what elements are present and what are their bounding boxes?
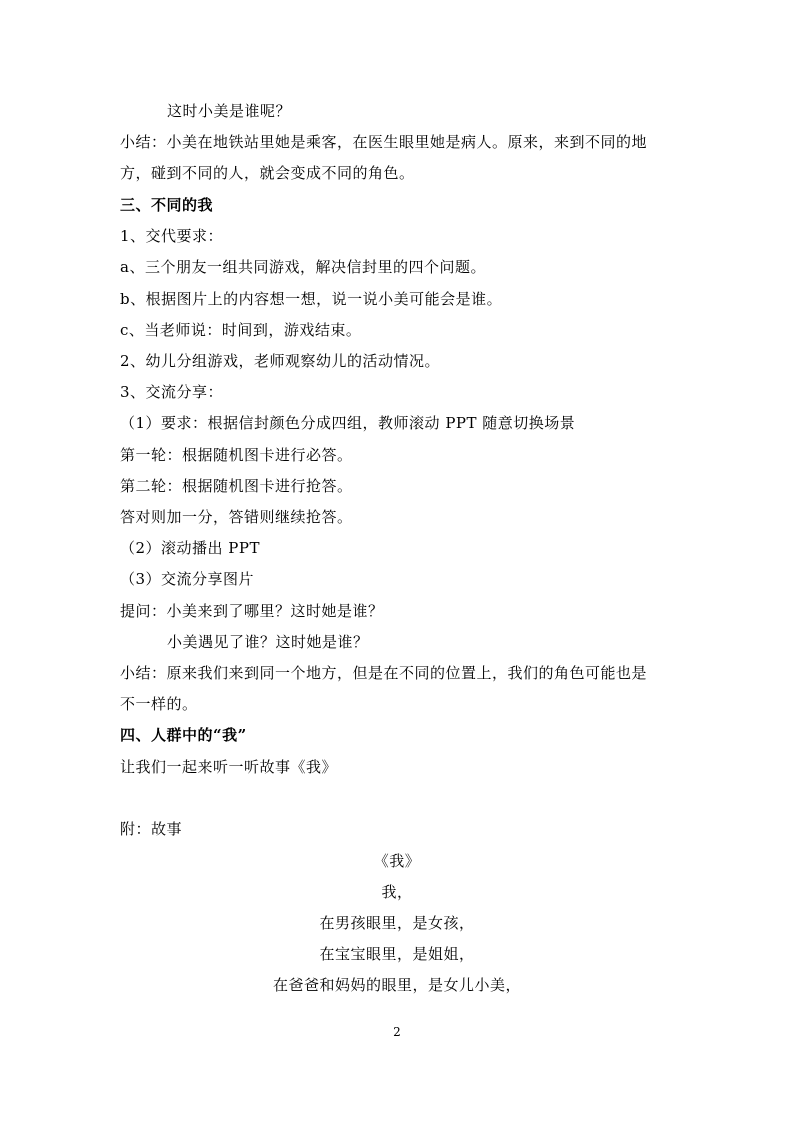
conclusion-line-2: 不一样的。 [120, 695, 198, 713]
conclusion-line-1: 小结：原来我们来到同一个地方，但是在不同的位置上，我们的角色可能也是 [120, 664, 648, 682]
poem-line-3: 在宝宝眼里，是姐姐， [319, 945, 475, 963]
scoring-rule: 答对则加一分，答错则继续抢答。 [120, 508, 353, 526]
poem-line-1: 我， [381, 883, 413, 901]
question-line: 这时小美是谁呢？ [167, 102, 292, 120]
instruction-item-a: a、三个朋友一组共同游戏，解决信封里的四个问题。 [120, 258, 486, 276]
round-one: 第一轮：根据随机图卡进行必答。 [120, 446, 353, 464]
sharing-requirement: （1）要求：根据信封颜色分成四组，教师滚动 PPT 随意切换场景 [120, 414, 576, 432]
section-heading-3: 三、不同的我 [120, 196, 214, 214]
instruction-heading: 1、交代要求： [120, 227, 224, 245]
summary-line-2: 方，碰到不同的人，就会变成不同的角色。 [120, 164, 415, 182]
story-introduction: 让我们一起来听一听故事《我》 [120, 758, 338, 776]
section-heading-4: 四、人群中的“我” [120, 726, 247, 744]
question-prompt-1: 提问：小美来到了哪里？这时她是谁？ [120, 602, 384, 620]
poem-line-2: 在男孩眼里，是女孩， [319, 914, 475, 932]
poem-line-4: 在爸爸和妈妈的眼里，是女儿小美， [272, 976, 521, 994]
page-number: 2 [393, 1025, 401, 1039]
ppt-step: （2）滚动播出 PPT [120, 539, 261, 557]
round-two: 第二轮：根据随机图卡进行抢答。 [120, 477, 353, 495]
instruction-item-c: c、当老师说：时间到，游戏结束。 [120, 321, 362, 339]
activity-step-2: 2、幼儿分组游戏，老师观察幼儿的活动情况。 [120, 352, 441, 370]
share-pictures-step: （3）交流分享图片 [120, 570, 255, 588]
poem-title: 《我》 [373, 852, 421, 870]
sharing-heading: 3、交流分享： [120, 383, 224, 401]
instruction-item-b: b、根据图片上的内容想一想，说一说小美可能会是谁。 [120, 290, 503, 308]
question-prompt-2: 小美遇见了谁？这时她是谁？ [167, 633, 369, 651]
appendix-label: 附：故事 [120, 820, 183, 838]
summary-line-1: 小结：小美在地铁站里她是乘客，在医生眼里她是病人。原来，来到不同的地 [120, 133, 648, 151]
